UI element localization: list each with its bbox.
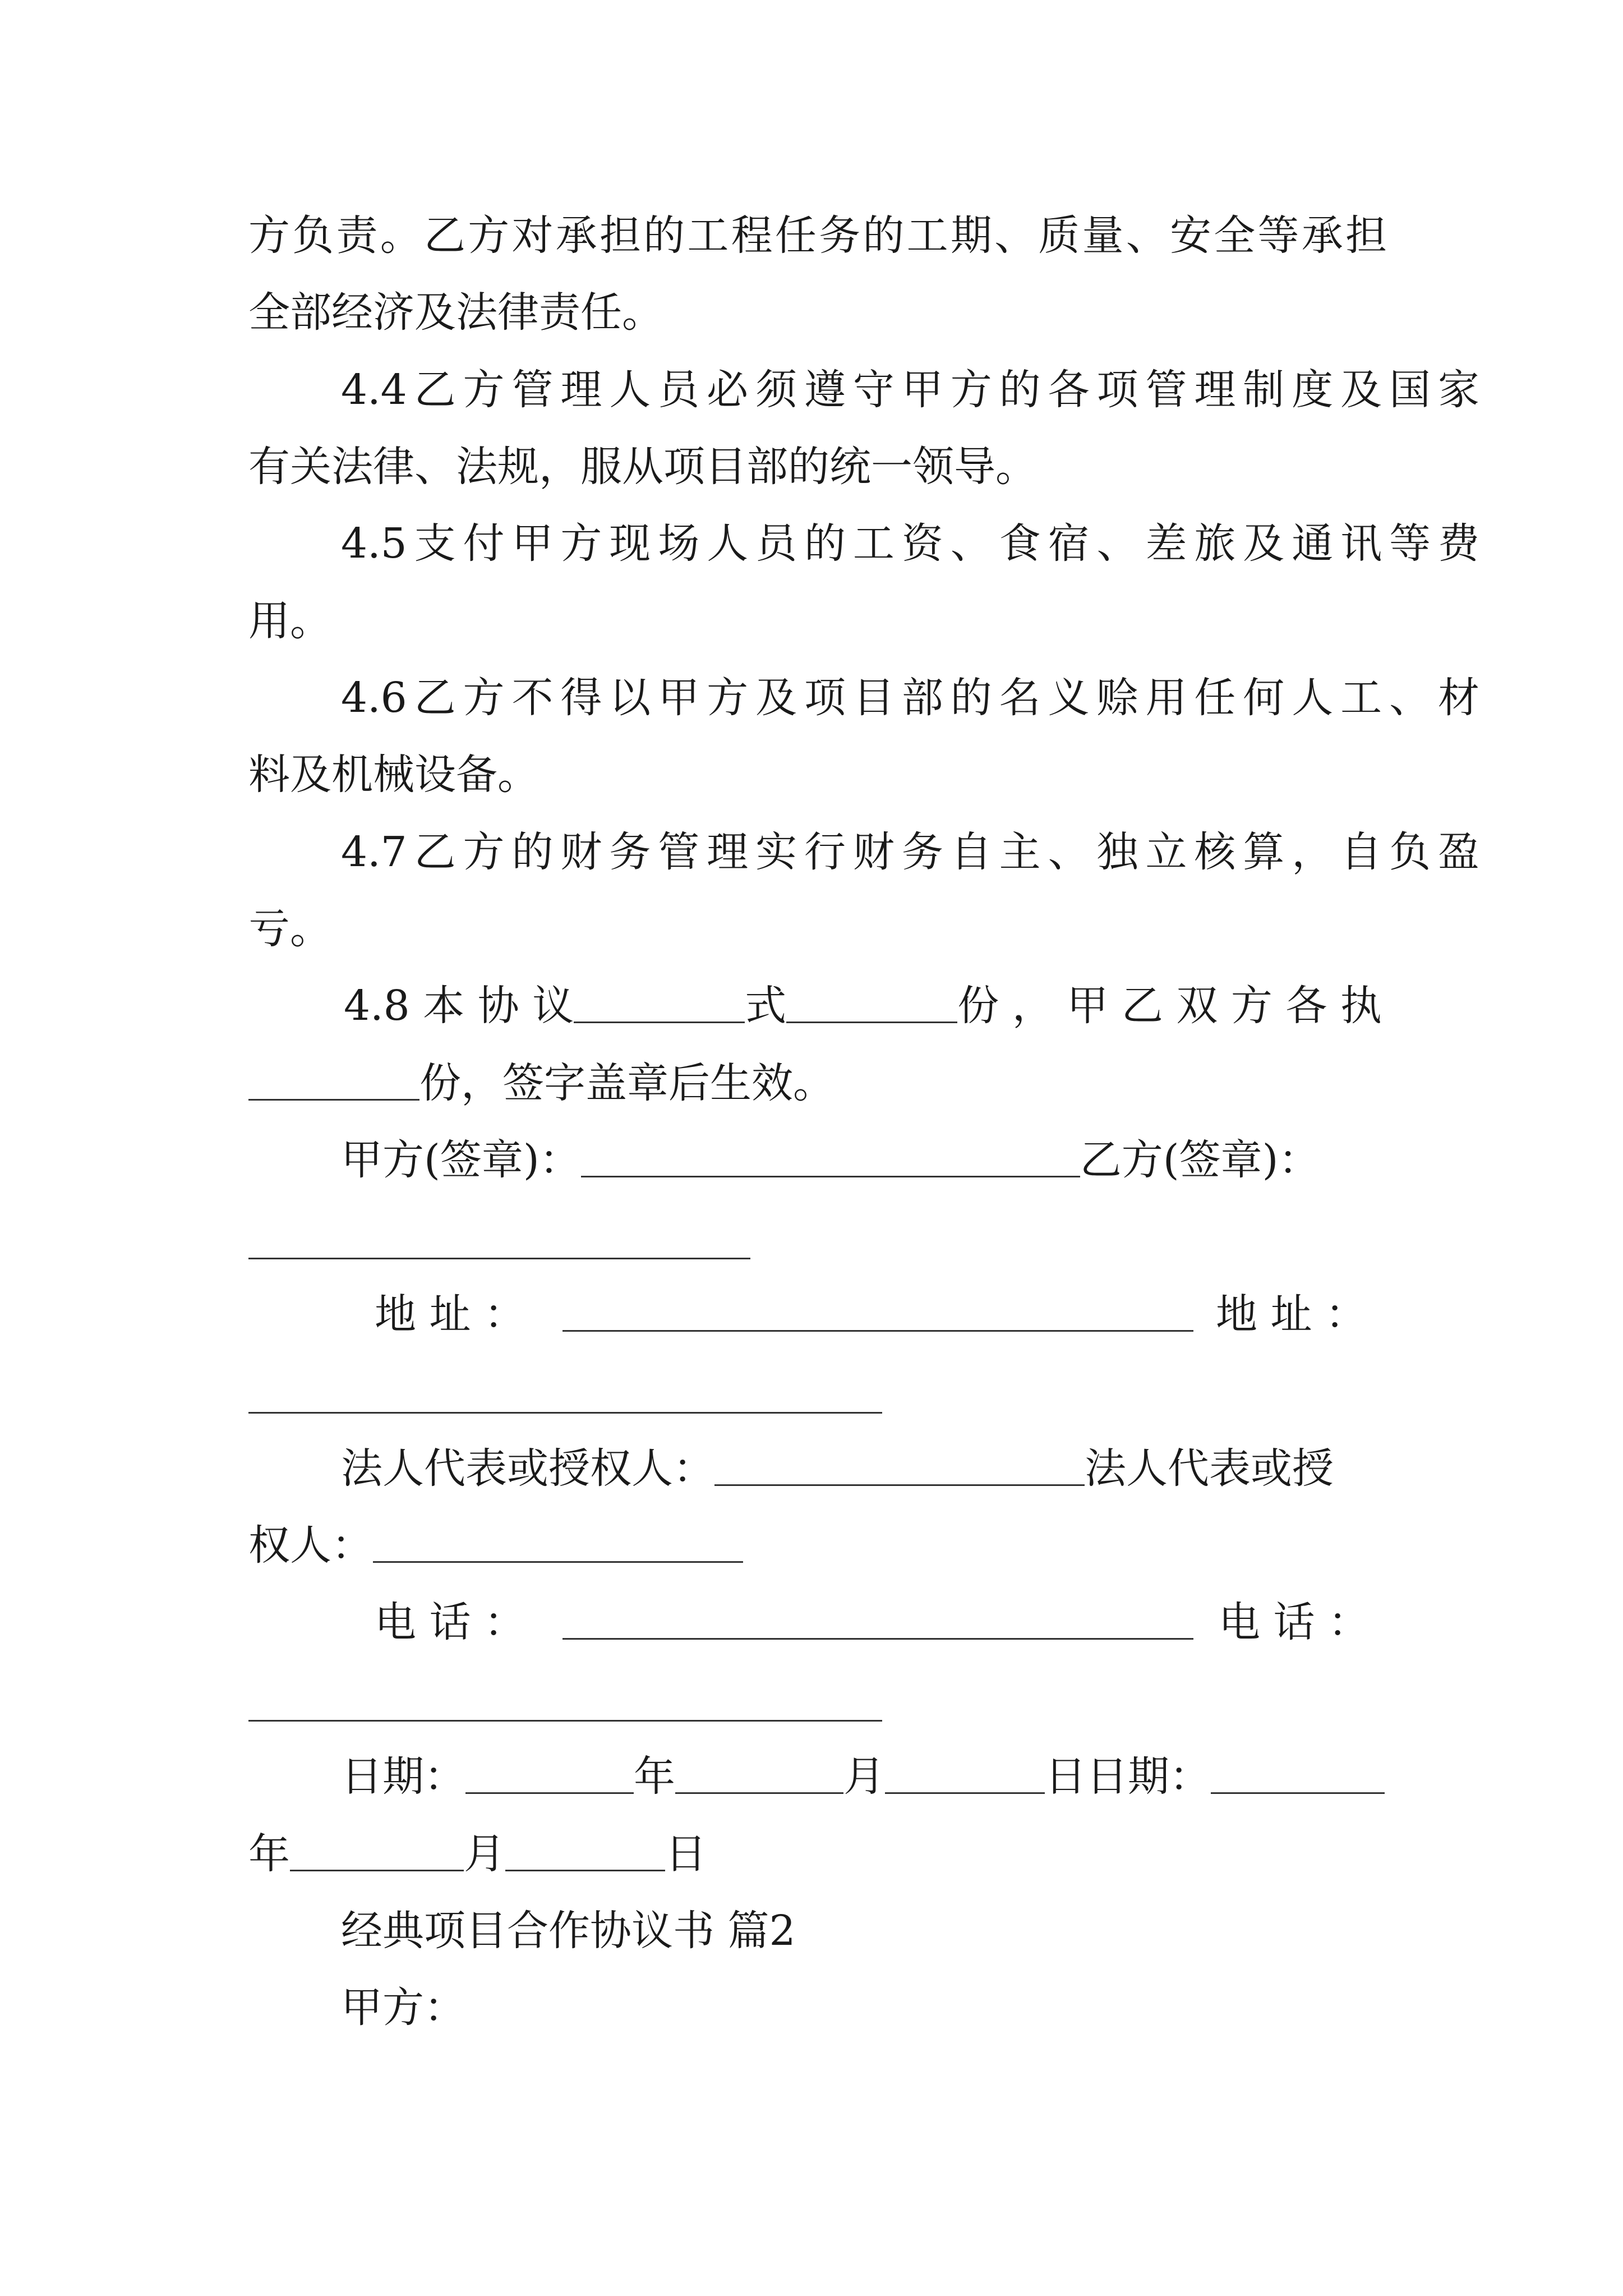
party-b-year-blank[interactable] xyxy=(1211,1753,1385,1794)
paragraph-line: 方负责。乙方对承担的工程任务的工期、质量、安全等承担 xyxy=(248,211,1387,260)
blank-copies-each[interactable] xyxy=(248,1060,419,1101)
month-label: 月 xyxy=(464,1830,505,1878)
party-a-phone-blank[interactable] xyxy=(562,1599,1193,1640)
date-line xyxy=(248,1746,1387,1807)
date-line-cont xyxy=(248,1823,1387,1885)
party-a-address-label: 地 址 ： xyxy=(375,1290,526,1338)
party-b-legal-rep-label: 法人代表或授 xyxy=(1085,1444,1334,1493)
clause-4-6: 4.6乙方不得以甲方及项目部的名义赊用任何人工、材 xyxy=(341,674,1479,722)
party-a-signature-blank[interactable] xyxy=(581,1137,1080,1177)
clause-4-8-text: 式 xyxy=(745,982,787,1030)
blank-copies-total[interactable] xyxy=(574,982,745,1023)
legal-rep-line xyxy=(248,1438,1387,1499)
signature-line-party-a xyxy=(248,1129,1387,1191)
paragraph-line: 亏。 xyxy=(248,905,331,953)
party-a-legal-rep-label: 法人代表或授权人： xyxy=(341,1444,714,1493)
party-a-legal-rep-blank[interactable] xyxy=(714,1445,1085,1486)
section-heading: 经典项目合作协议书 篇2 xyxy=(341,1907,796,1955)
party-b-phone-label: 电 话 ： xyxy=(1219,1598,1370,1646)
day-label: 日 xyxy=(665,1830,707,1878)
party-a-address-blank[interactable] xyxy=(562,1291,1193,1332)
paragraph-line: 用。 xyxy=(248,597,331,645)
clause-4-8 xyxy=(248,975,1387,1037)
clause-4-8-text: 份，签字盖章后生效。 xyxy=(419,1059,834,1107)
party-b-legal-rep-blank[interactable] xyxy=(373,1522,743,1563)
party-b-phone-blank[interactable] xyxy=(248,1720,882,1722)
party-a-date-label: 日期： xyxy=(341,1752,465,1801)
party-b-month-blank[interactable] xyxy=(290,1830,464,1871)
paragraph-line: 全部经济及法律责任。 xyxy=(248,288,663,337)
clause-4-7: 4.7乙方的财务管理实行财务自主、独立核算，自负盈 xyxy=(341,828,1479,876)
party-b-signature-blank[interactable] xyxy=(248,1258,750,1259)
legal-rep-line-cont xyxy=(248,1515,1387,1576)
clause-4-8-text: 份 ， 甲 乙 双 方 各 执 xyxy=(957,982,1382,1030)
party-b-date-label: 日日期： xyxy=(1045,1752,1211,1801)
party-a-heading: 甲方： xyxy=(341,1984,465,2032)
party-b-address-label: 地 址 ： xyxy=(1216,1290,1367,1338)
clause-4-4: 4.4乙方管理人员必须遵守甲方的各项管理制度及国家 xyxy=(341,366,1479,414)
blank-copies-count[interactable] xyxy=(786,982,957,1023)
year-label: 年 xyxy=(248,1830,290,1878)
party-b-signature-label: 乙方(签章)： xyxy=(1080,1136,1320,1184)
paragraph-line xyxy=(248,1052,1387,1114)
party-b-legal-rep-label-cont: 权人： xyxy=(248,1521,373,1570)
paragraph-line: 料及机械设备。 xyxy=(248,751,539,799)
phone-line xyxy=(248,1591,1387,1653)
party-b-day-blank[interactable] xyxy=(505,1830,665,1871)
party-a-phone-label: 电 话 ： xyxy=(375,1598,526,1646)
year-label: 年 xyxy=(634,1752,675,1801)
party-a-day-blank[interactable] xyxy=(885,1753,1045,1794)
party-a-year-blank[interactable] xyxy=(465,1753,634,1794)
clause-4-8-text: 4.8 本 协 议 xyxy=(344,982,574,1030)
party-a-month-blank[interactable] xyxy=(675,1753,843,1794)
month-label: 月 xyxy=(843,1752,885,1801)
party-b-address-blank[interactable] xyxy=(248,1412,882,1414)
address-line xyxy=(248,1283,1387,1345)
paragraph-line: 有关法律、法规，服从项目部的统一领导。 xyxy=(248,443,1037,491)
clause-4-5: 4.5支付甲方现场人员的工资、食宿、差旅及通讯等费 xyxy=(341,519,1479,568)
party-a-signature-label: 甲方(签章)： xyxy=(341,1136,581,1184)
